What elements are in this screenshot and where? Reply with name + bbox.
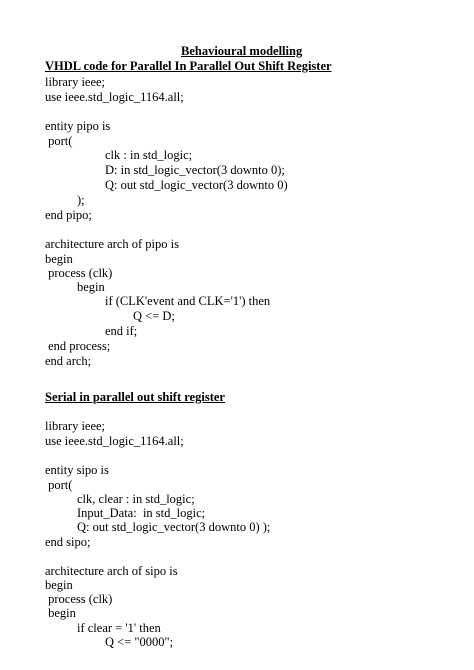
code-line: Q: out std_logic_vector(3 downto 0) ); (77, 520, 271, 534)
code-line: use ieee.std_logic_1164.all; (45, 434, 184, 448)
code-line: port( (45, 134, 73, 148)
code-line: Q: out std_logic_vector(3 downto 0) (105, 178, 288, 192)
code-line: begin (77, 280, 105, 294)
code-line: if (CLK'event and CLK='1') then (105, 294, 271, 308)
section-heading-pipo: VHDL code for Parallel In Parallel Out Shift Register (45, 59, 332, 73)
code-line: architecture arch of pipo is (45, 237, 179, 251)
code-line: use ieee.std_logic_1164.all; (45, 90, 184, 104)
code-line: Q <= "0000"; (105, 635, 174, 649)
code-line: ); (77, 193, 85, 207)
code-line: port( (45, 478, 73, 492)
code-line: library ieee; (45, 75, 106, 89)
code-line: entity sipo is (45, 463, 109, 477)
code-line: clk, clear : in std_logic; (77, 492, 195, 506)
code-line: begin (45, 252, 73, 266)
code-line: end arch; (45, 354, 92, 368)
code-line: Q <= D; (133, 309, 175, 323)
code-line: Input_Data: in std_logic; (77, 506, 206, 520)
code-line: end sipo; (45, 535, 91, 549)
code-line: library ieee; (45, 419, 106, 433)
code-line: end process; (45, 339, 111, 353)
code-line: D: in std_logic_vector(3 downto 0); (105, 163, 285, 177)
section-heading-sipo: Serial in parallel out shift register (45, 390, 225, 404)
code-line: begin (45, 606, 76, 620)
page-title: Behavioural modelling (181, 44, 303, 58)
code-line: process (clk) (45, 592, 113, 606)
code-line: clk : in std_logic; (105, 148, 193, 162)
code-line: architecture arch of sipo is (45, 564, 178, 578)
code-line: entity pipo is (45, 119, 111, 133)
code-line: if clear = '1' then (77, 621, 161, 635)
code-line: begin (45, 578, 73, 592)
code-line: end if; (105, 324, 138, 338)
code-line: process (clk) (45, 266, 113, 280)
code-line: end pipo; (45, 208, 92, 222)
